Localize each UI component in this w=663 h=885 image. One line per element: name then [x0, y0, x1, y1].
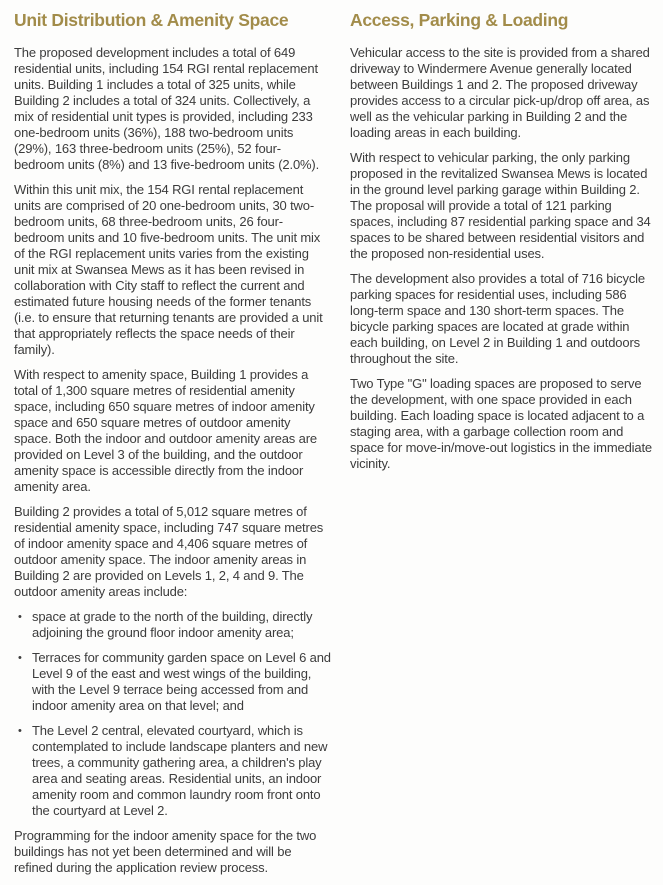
unit-totals-paragraph: The proposed development includes a total of 649 residential units, including 154 RGI rental replacement units. Building 1 includes a total of 325 units, while Building 2 includes a total of 324 units. Collectively, a mix of residential unit types is provided, including 233 one-bedroom units (36%), 188 two-bedroom units (29%), 163 three-bedroom units (25%), 52 four-bedroom units (8%) and 13 five-bedroom units (2.0%).	[14, 45, 320, 172]
bullet-item-text: The Level 2 central, elevated courtyard, which is contemplated to include landscape planters and new trees, a community gathering area, a children's play area and seating areas. Residential units, an indoor amenity room and common laundry room front onto the courtyard at Level 2.	[32, 723, 328, 818]
bullet-item-terraces	[14, 650, 331, 714]
vehicular-parking-paragraph: With respect to vehicular parking, the only parking proposed in the revitalized Swansea Mews is located in the ground level parking garage within Building 2. The proposal will provide a total of 121 parking spaces, including 87 residential parking space and 34 spaces to be shared between residential visitors and the proposed non-residential uses.	[350, 150, 651, 261]
bullet-item-text: space at grade to the north of the building, directly adjoining the ground floor indoor amenity area;	[32, 609, 313, 640]
bullet-item-courtyard	[14, 723, 331, 819]
access-parking-loading-section	[350, 10, 655, 885]
bullet-item-text: Terraces for community garden space on Level 6 and Level 9 of the east and west wings of the building, with the Level 9 terrace being accessed from and indoor amenity area on that level; and	[32, 650, 331, 713]
bullet-icon: •	[18, 611, 22, 623]
bullet-icon: •	[18, 652, 22, 664]
loading-spaces-paragraph: Two Type "G" loading spaces are proposed to serve the development, with one space provided in each building. Each loading space is located adjacent to a staging area, with a garbage collection room and space for move-in/move-out logistics in the immediate vicinity.	[350, 376, 653, 471]
bullet-icon: •	[18, 725, 22, 737]
bullet-item-grade-space	[14, 609, 331, 641]
building2-amenity-paragraph: Building 2 provides a total of 5,012 square metres of residential amenity space, including 747 square metres of indoor amenity space and 4,406 square metres of outdoor amenity space. The indoor amenity areas in Building 2 are provided on Levels 1, 2, 4 and 9. The outdoor amenity areas include:	[14, 504, 324, 599]
access-parking-loading-heading: Access, Parking & Loading	[350, 10, 569, 30]
building1-amenity-paragraph: With respect to amenity space, Building 1 provides a total of 1,300 square metres of residential amenity space, including 650 square metres of indoor amenity space and 650 square metres of outdoor amenity space. Both the indoor and outdoor amenity areas are provided on Level 3 of the building, and the outdoor amenity space is accessible directly from the indoor amenity area.	[14, 367, 317, 494]
programming-paragraph: Programming for the indoor amenity space for the two buildings has not yet been determined and will be refined during the application review process.	[14, 828, 317, 875]
outdoor-amenity-bullet-list	[14, 609, 331, 819]
rgi-unit-mix-paragraph: Within this unit mix, the 154 RGI rental replacement units are comprised of 20 one-bedroom units, 30 two-bedroom units, 68 three-bedroom units, 26 four-bedroom units and 10 five-bedroom units. The unit mix of the RGI replacement units varies from the existing unit mix at Swansea Mews as it has been revised in collaboration with City staff to reflect the current and estimated future housing needs of the former tenants (i.e. to ensure that returning tenants are provided a unit that appropriately reflects the space needs of their family).	[14, 182, 323, 357]
vehicular-access-paragraph: Vehicular access to the site is provided from a shared driveway to Windermere Avenue generally located between Buildings 1 and 2. The proposed driveway provides access to a circular pick-up/drop off area, as well as the vehicular parking in Building 2 and the loading areas in each building.	[350, 45, 650, 140]
unit-distribution-amenity-heading: Unit Distribution & Amenity Space	[14, 10, 289, 30]
unit-distribution-amenity-section	[14, 10, 331, 885]
bicycle-parking-paragraph: The development also provides a total of 716 bicycle parking spaces for residential uses, including 586 long-term space and 130 short-term spaces. The bicycle parking spaces are located at grade within each building, on Level 2 in Building 1 and outdoors throughout the site.	[350, 271, 645, 366]
